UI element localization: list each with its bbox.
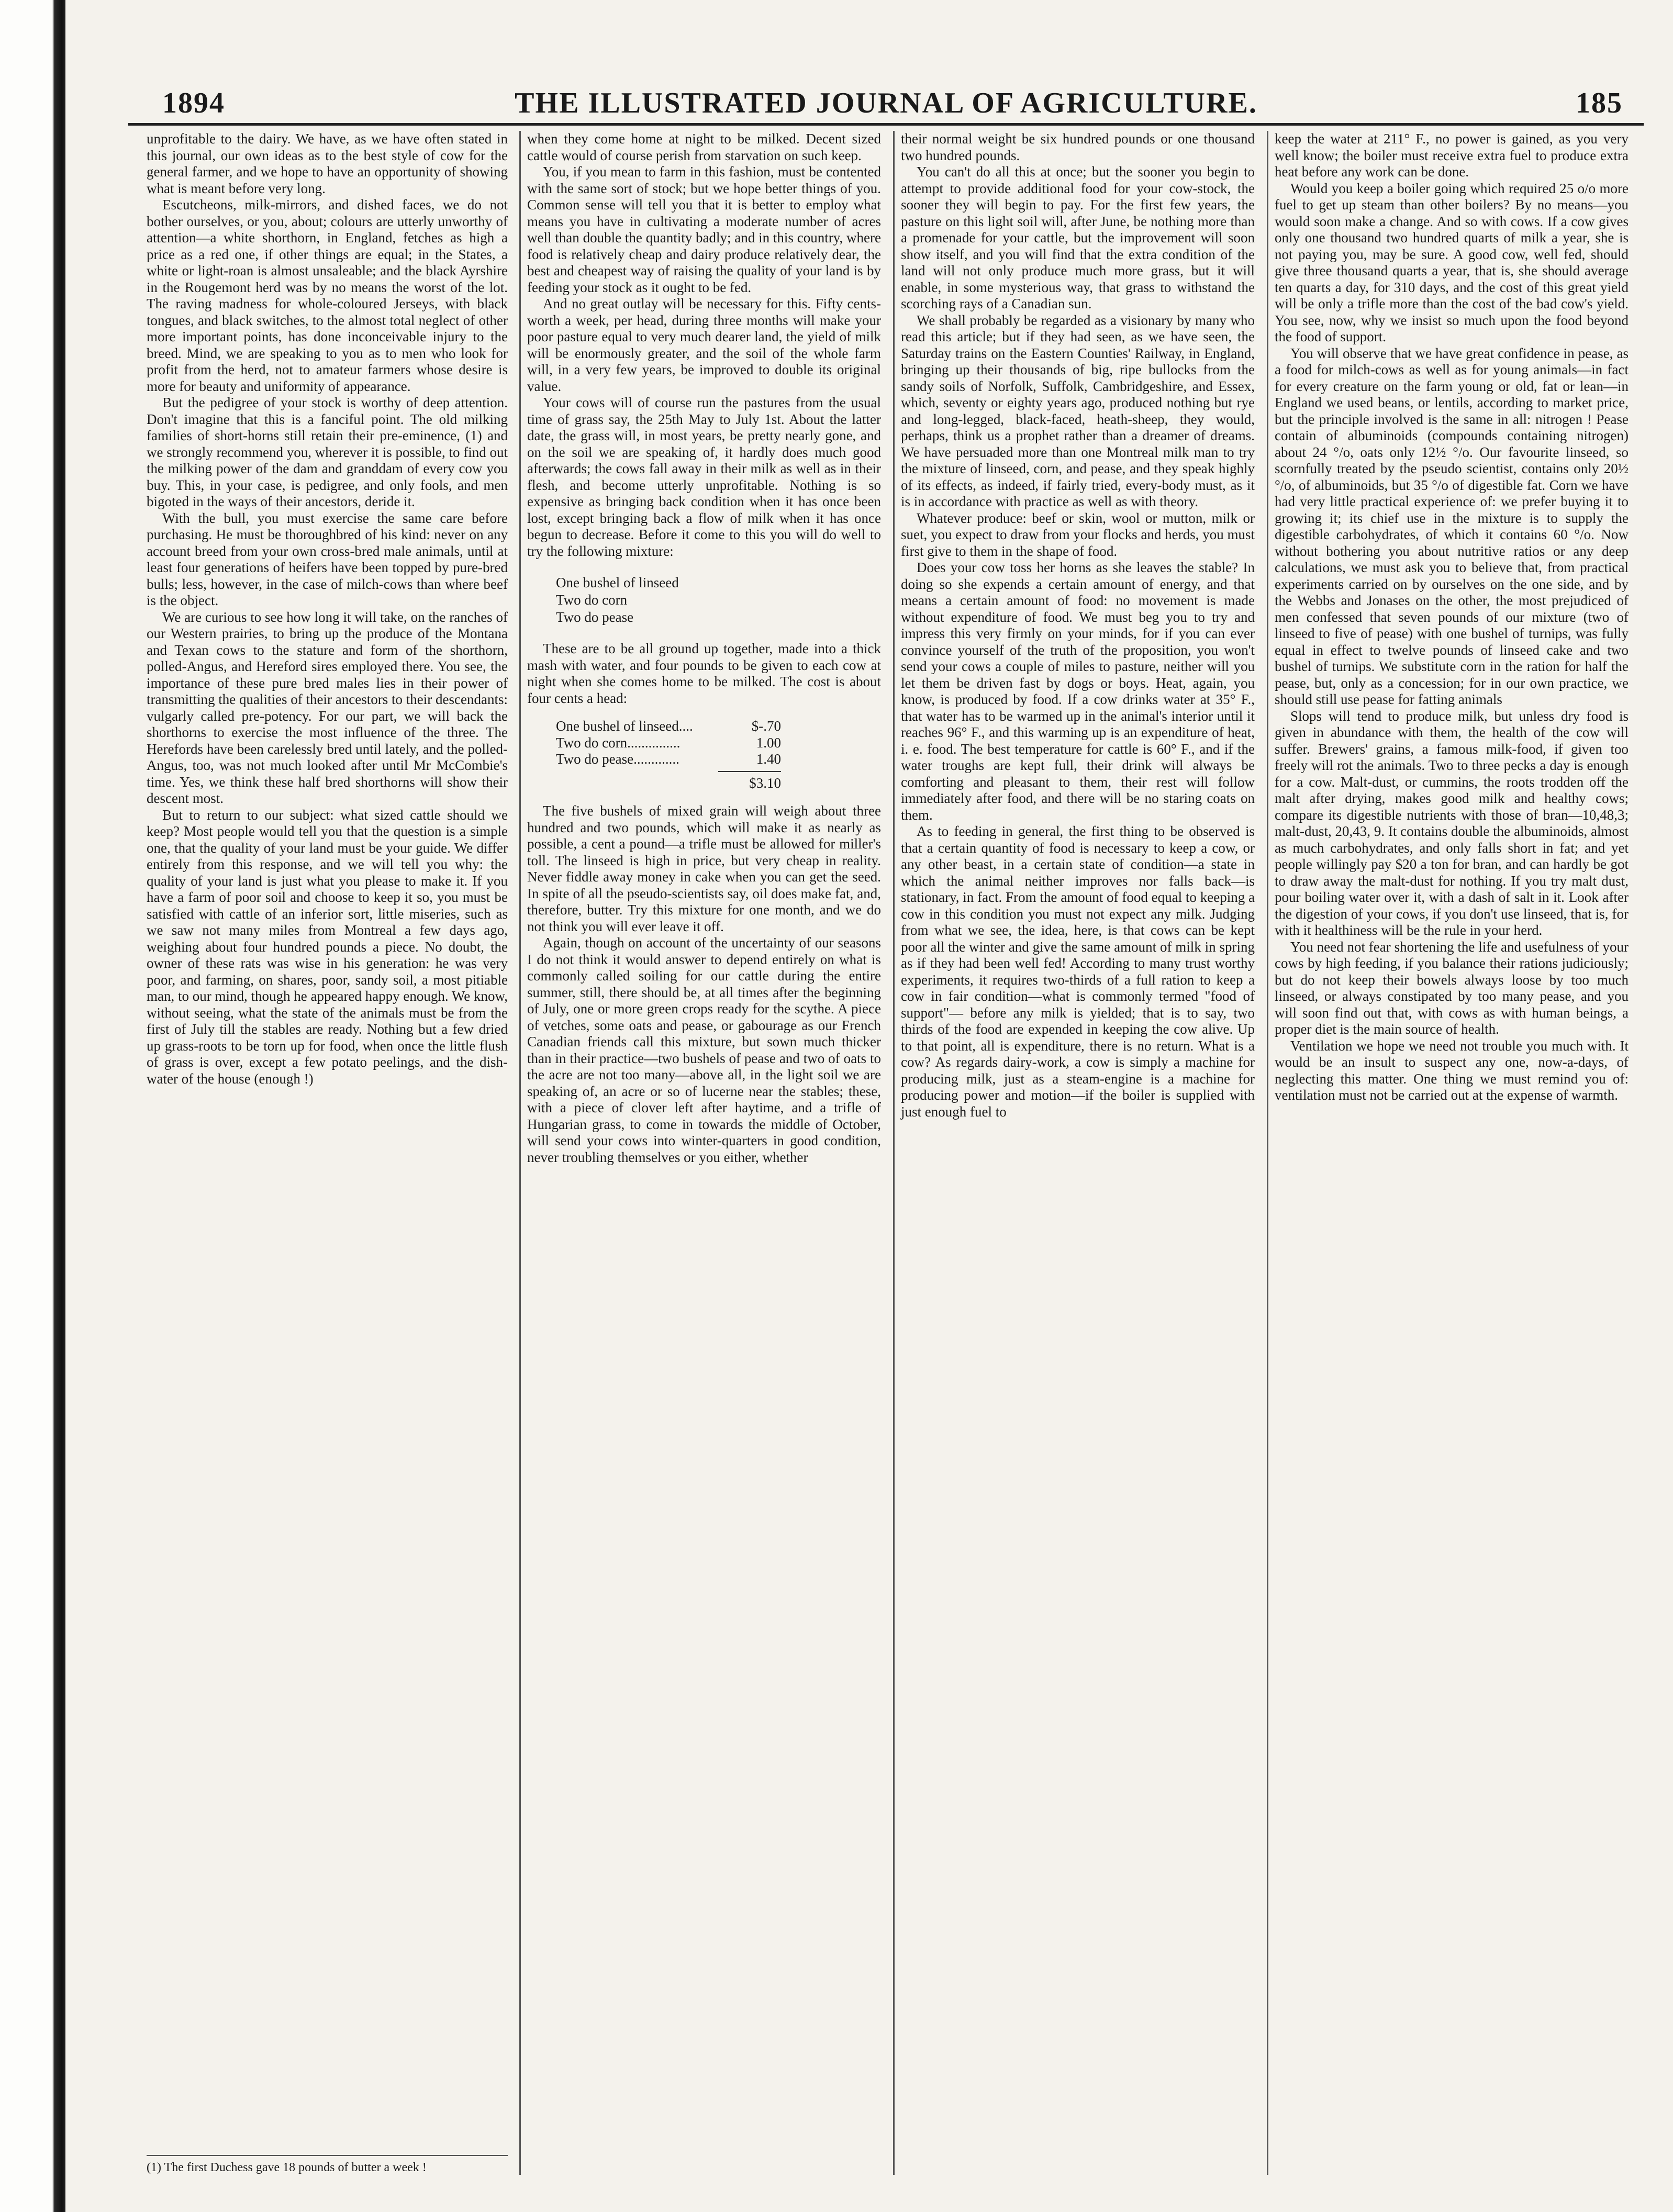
paragraph: And no great outlay will be necessary for this. Fifty cents-worth a week, per head, during three months will make your poor pasture equal to very much dearer land, the yield of milk will be enormously greater, and the soil of the whole farm will, in a very few years, be improved to double its original value.	[527, 296, 881, 394]
cost-table	[556, 718, 781, 791]
feed-mixture-list	[556, 574, 881, 626]
paragraph: But to return to our subject: what sized cattle should we keep? Most people would tell you that the question is a simple one, that the quality of your land must be your guide. We differ entirely from this response, and we will tell you why: the quality of your land is just what you please to make it. If you have a farm of poor soil and choose to keep it so, you must be satisfied with cattle of an inferior sort, little miseries, such as we saw not many miles from Montreal a few days ago, weighing about four hundred pounds a piece. No doubt, the owner of these rats was wise in his generation: he was very poor, and farming, on shares, poor, sandy soil, a most pitiable man, to our mind, though he appeared happy enough. We know, without seeing, what the state of the animals must be from the first of July till the stables are ready. Nothing but a few dried up grass-roots to be torn up for food, when once the little flush of grass is over, except a few potato peelings, and the dish-water of the house (enough !)	[147, 807, 508, 1087]
paragraph: when they come home at night to be milked. Decent sized cattle would of course perish from starvation on such keep.	[527, 131, 881, 163]
cost-label: Two do pease.............	[556, 751, 679, 767]
mixture-item: Two do corn	[556, 592, 628, 608]
column-3	[893, 131, 1255, 2175]
paragraph: their normal weight be six hundred pounds or one thousand two hundred pounds.	[901, 131, 1255, 163]
cost-row	[556, 718, 781, 735]
column-2	[519, 131, 881, 2175]
paragraph: We shall probably be regarded as a visionary by many who read this article; but if they had seen, as we have seen, the Saturday trains on the Eastern Counties' Railway, in England, bringing up their thousands of big, ripe bullocks from the sandy soils of Norfolk, Suffolk, Cambridgeshire, and Essex, which, seventy or eighty years ago, produced nothing but rye and long-legged, black-faced, heath-sheep, they would, perhaps, think us a prophet rather than a dreamer of dreams. We have persuaded more than one Montreal milk man to try the mixture of linseed, corn, and pease, and they speak highly of its effects, as indeed, if fairly tried, every-body must, as it is in accordance with practice as well as with theory.	[901, 312, 1255, 509]
paragraph: These are to be all ground up together, made into a thick mash with water, and four pounds to be given to each cow at night when she comes home to be milked. The cost is about four cents a head:	[527, 641, 881, 706]
article-columns	[147, 131, 1644, 2175]
paragraph: You, if you mean to farm in this fashion, must be contented with the same sort of stock; but we hope better things of you. Common sense will tell you that it is better to employ what means you have in cultivating a moderate number of acres well than double the quantity badly; and in this country, where food is relatively cheap and dairy produce relatively dear, the best and cheapest way of raising the quality of your land is by feeding your stock as it ought to be fed.	[527, 164, 881, 295]
cost-value: $-.70	[751, 718, 781, 734]
cost-row	[556, 751, 781, 768]
paragraph: Again, though on account of the uncertainty of our seasons I do not think it would answer to depend entirely on what is commonly called soiling for our cattle during the entire summer, still, there should be, at all times after the beginning of July, one or more green crops ready for the scythe. A piece of vetches, some oats and pease, or gabourage as our French Canadian friends call this mixture, but sown much thicker than in their practice—two bushels of pease and two of oats to the acre are not too many—above all, in the light soil we are speaking of, an acre or so of lucerne near the stables; these, with a piece of clover left after haytime, and a trifle of Hungarian grass, to come in towards the middle of October, will send your cows into winter-quarters in good condition, never troubling themselves or you either, whether	[527, 935, 881, 1165]
paragraph: Does your cow toss her horns as she leaves the stable? In doing so she expends a certain amount of energy, and that means a certain amount of food: no movement is made without expenditure of food. We must beg you to try and impress this very firmly on your minds, for if you can ever convince yourself of the truth of the proposition, you won't send your cows a couple of miles to pasture, neither will you let them be driven fast by dogs or boys. Heat, again, you know, is produced by food. If a cow drinks water at 35° F., that water has to be warmed up in the animal's interior until it reaches 96° F., and this warming up is an expenditure of heat, i. e. food. The best temperature for cattle is 60° F., and if the water troughs are kept full, their drink will always be comforting and pleasant to them, their rest will follow immediately after food, and there will be no staring coats on them.	[901, 560, 1255, 823]
paragraph: But the pedigree of your stock is worthy of deep attention. Don't imagine that this is a fanciful point. The old milking families of short-horns still retain their pre-eminence, (1) and we strongly recommend you, wherever it is possible, to find out the milking power of the dam and granddam of every cow you buy. This, in your case, is pedigree, and only fools, and men bigoted in the ways of their ancestors, deride it.	[147, 395, 508, 509]
cost-value: 1.40	[756, 751, 781, 767]
paragraph: Your cows will of course run the pastures from the usual time of grass say, the 25th May to July 1st. About the latter date, the grass will, in most years, be pretty nearly gone, and on the soil we are speaking of, it hardly does much good afterwards; the cows fall away in their milk as well as in their flesh, and become utterly unprofitable. Nothing is so expensive as bringing back condition when it has once been lost, except bringing back a flow of milk when it has once begun to decrease. Before it come to this you will do well to try the following mixture:	[527, 395, 881, 559]
cost-value: 1.00	[756, 734, 781, 751]
paragraph: unprofitable to the dairy. We have, as we have often stated in this journal, our own ideas as to the best style of cow for the general farmer, and we hope to have an opportunity of showing what is meant before very long.	[147, 131, 508, 196]
cost-label: One bushel of linseed....	[556, 718, 693, 734]
paragraph: You will observe that we have great confidence in pease, as a food for milch-cows as well as for young animals—in fact for every creature on the farm young or old, fat or lean—in England we used beans, or lentils, according to market price, but the principle involved is the same in all: nitrogen ! Pease contain of albuminoids (compounds containing nitrogen) about 24 °/o, oats only 12½ °/o. Our favourite linseed, so scornfully treated by the pseudo scientist, contains only 20½ °/o, of albuminoids, but 35 °/o of digestible fat. Corn we have had very little practical experience of: we prefer buying it to growing it; its chief use in the mixture is to supply the digestible carbohydrates, of which it contains 60 °/o. Now without bothering you about nutritive ratios or any deep calculations, we must ask you to believe that, from practical experiments carried on by ourselves on the one side, and by the Webbs and Jonases on the other, the most prejudiced of men confessed that seven pounds of our mixture (two of linseed to five of pease) with one bushel of turnips, was fully equal in effect to twelve pounds of linseed cake and two bushel of turnips. We substitute corn in the ration for half the pease, but, only as a concession; for in our own practice, we should still use pease for fatting animals	[1275, 345, 1629, 707]
paragraph: The five bushels of mixed grain will weigh about three hundred and two pounds, which will make it as nearly as possible, a cent a pound—a trifle must be allowed for miller's toll. The linseed is high in price, but very cheap in reality. Never fiddle away money in cake when you can get the seed. In spite of all the pseudo-scientists say, oil does make fat, and, therefore, butter. Try this mixture for one month, and we do not think you will ever leave it off.	[527, 803, 881, 934]
header-title: THE ILLUSTRATED JOURNAL OF AGRICULTURE.	[515, 87, 1257, 119]
paragraph: You need not fear shortening the life and usefulness of your cows by high feeding, if you balance their rations judiciously; but do not keep their bowels always loose by too much linseed, or always constipated by too many pease, and you will soon find out that, with cows as with human beings, a proper diet is the main source of health.	[1275, 939, 1629, 1037]
paragraph: You can't do all this at once; but the sooner you begin to attempt to provide additional food for your cow-stock, the sooner they will begin to pay. For the first few years, the pasture on this light soil will, after June, be nothing more than a promenade for your cattle, but the improvement will soon show itself, and you will find that the extra condition of the land will not only produce much more grass, but it will enable, in some mysterious way, that grass to withstand the scorching rays of a Canadian sun.	[901, 164, 1255, 311]
paragraph: Slops will tend to produce milk, but unless dry food is given in abundance with them, the health of the cow will suffer. Brewers' grains, a famous milk-food, if given too freely will rot the animals. Two to three pecks a day is enough for a cow. Malt-dust, or cummins, the roots trodden off the malt after drying, makes good milk and healthy cows; compare its digestible nutrients with those of bran—10,48,3; malt-dust, 20,43, 9. It contains double the albuminoids, almost as much carbohydrates, and only falls short in fat; and yet people willingly pay $20 a ton for bran, and can hardly be got to draw away the malt-dust for nothing. If you try malt dust, pour boiling water over it, with a dash of salt in it. Look after the digestion of your cows, if you don't use linseed, that is, for with it healthiness will be the rule in your herd.	[1275, 708, 1629, 938]
column-1	[147, 131, 508, 2175]
cost-label: Two do corn...............	[556, 734, 681, 751]
cost-total: $3.10	[749, 775, 781, 791]
mixture-item: One bushel of linseed	[556, 575, 679, 590]
journal-page	[128, 86, 1644, 2175]
cost-row	[556, 735, 781, 752]
paragraph: We are curious to see how long it will take, on the ranches of our Western prairies, to bring up the produce of the Montana and Texan cows to the stature and form of the shorthorn, polled-Angus, and Hereford sires employed there. You see, the importance of these pure bred males lies in their power of transmitting the qualities of their ancestors to their descendants: vulgarly called pre-potency. For our part, we will back the shorthorns to exercise the most influence of the three. The Herefords have been carelessly bred until lately, and the polled-Angus, too, was not much looked after until Mr McCombie's time. Yes, we think these half bred shorthorns will show their descent most.	[147, 609, 508, 806]
paragraph: Would you keep a boiler going which required 25 o/o more fuel to get up steam than other boilers? By no means—you would soon make a change. And so with cows. If a cow gives only one thousand two hundred quarts of milk a year, she is not paying you, may be sure. A good cow, well fed, should give three thousand quarts a year, that is, she should average ten quarts a day, for 310 days, and the cost of this great yield will be only a trifle more than the cost of the bad cow's yield. You see, now, why we insist so much upon the food beyond the food of support.	[1275, 180, 1629, 344]
paragraph: With the bull, you must exercise the same care before purchasing. He must be thoroughbred of his kind: never on any account breed from your own cross-bred male animals, until at least four generations of heifers have been topped by pure-bred bulls; less, however, in the case of milch-cows than where beef is the object.	[147, 510, 508, 608]
paragraph: As to feeding in general, the first thing to be observed is that a certain quantity of food is necessary to keep a cow, or any other beast, in a certain state of condition—a state in which the animal neither improves nor falls back—is stationary, in fact. From the amount of food equal to keeping a cow in this condition you must not expect any milk. Judging from what we see, the idea, here, is that cows can be kept poor all the winter and give the same amount of milk in spring as if they had been well fed! According to many trust worthy experiments, it requires two-thirds of a full ration to keep a cow in fair condition—what is commonly termed "food of support"— before any milk is yielded; that is to say, two thirds of the food are expended in keeping the cow alive. Up to that point, all is expenditure, there is no return. What is a cow? As regards dairy-work, a cow is simply a machine for producing milk, just as a steam-engine is a machine for producing power and motion—if the boiler is supplied with just enough fuel to	[901, 823, 1255, 1120]
paragraph: Ventilation we hope we need not trouble you much with. It would be an insult to suspect any one, now-a-days, of neglecting this matter. One thing we must remind you of: ventilation must not be carried out at the expense of warmth.	[1275, 1037, 1629, 1103]
header-page-number: 185	[1576, 87, 1623, 119]
header-year: 1894	[162, 87, 225, 119]
page-header	[128, 86, 1644, 126]
book-spine-shadow	[0, 0, 65, 2212]
footnote: (1) The first Duchess gave 18 pounds of butter a week !	[147, 2155, 508, 2175]
sum-rule	[718, 771, 781, 772]
paragraph: Whatever produce: beef or skin, wool or mutton, milk or suet, you expect to draw from your flocks and herds, you must first give to them in the shape of food.	[901, 510, 1255, 559]
column-4	[1267, 131, 1629, 2175]
paragraph: keep the water at 211° F., no power is gained, as you very well know; the boiler must receive extra fuel to produce extra heat before any work can be done.	[1275, 131, 1629, 180]
paragraph: Escutcheons, milk-mirrors, and dished faces, we do not bother ourselves, or you, about; colours are utterly unworthy of attention—a white shorthorn, in England, fetches as high a price as a red one, if other things are equal; in the States, a white or light-roan is almost unsaleable; and the black Ayrshire in the Rougemont herd was by no means the worst of the lot. The raving madness for whole-coloured Jerseys, with black tongues, and black switches, to the almost total neglect of other more important points, has done inconceivable injury to the breed. Mind, we are speaking to you as to men who look for profit from the herd, not to amateur farmers whose desire is more for beauty and uniformity of appearance.	[147, 197, 508, 394]
mixture-item: Two do pease	[556, 609, 634, 625]
